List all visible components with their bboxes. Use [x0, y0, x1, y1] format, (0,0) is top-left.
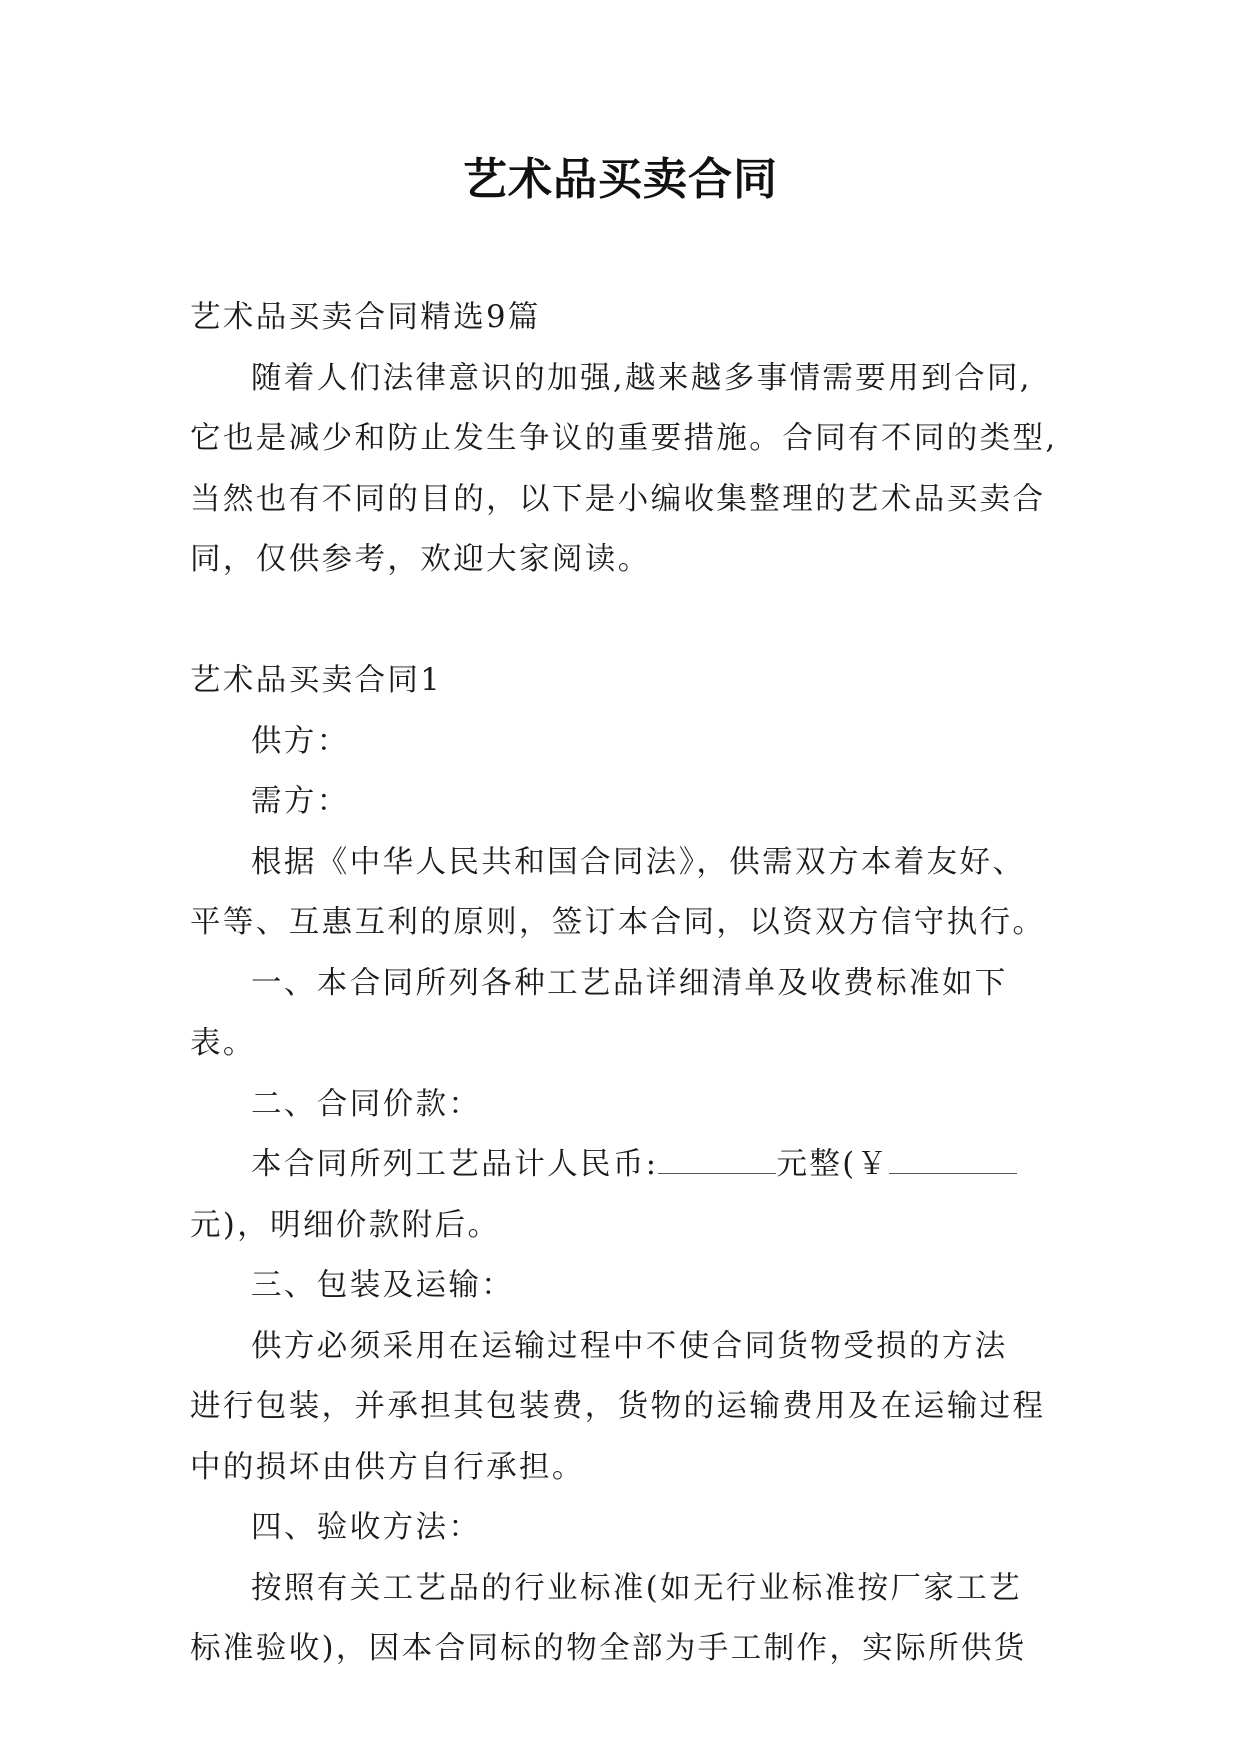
price-prefix: 本合同所列工艺品计人民币: [251, 1147, 659, 1182]
price-line [190, 1135, 1052, 1196]
clause-2-heading: 二、合同价款： [251, 1086, 482, 1122]
clause-3-line: 供方必须采用在运输过程中不使合同货物受损的方法 [251, 1328, 1008, 1364]
buyer-label: 需方： [251, 784, 350, 819]
price-mid: 元整(￥ [776, 1147, 890, 1182]
price-paragraph [190, 1135, 1052, 1256]
clause-3-line: 进行包装，并承担其包装费，货物的运输费用及在运输过程 [190, 1389, 1046, 1424]
clause-4-heading: 四、验收方法： [251, 1510, 482, 1545]
basis-paragraph [190, 833, 1052, 954]
amount-blank [658, 1147, 776, 1174]
clause-1: 一、本合同所列各种工艺品详细清单及收费标准如下表。 [190, 965, 1008, 1061]
clause-4-paragraph [190, 1559, 1052, 1680]
intro-line: 同，仅供参考，欢迎大家阅读。 [190, 542, 651, 577]
clause-3-paragraph [190, 1317, 1052, 1499]
intro-line: 随着人们法律意识的加强,越来越多事情需要用到合同, [251, 360, 1032, 396]
intro-line: 当然也有不同的目的，以下是小编收集整理的艺术品买卖合 [190, 481, 1046, 517]
intro-line: 它也是减少和防止发生争议的重要措施。合同有不同的类型, [190, 421, 1058, 456]
clause-3-line: 中的损坏由供方自行承担。 [190, 1449, 585, 1485]
document-title: 艺术品买卖合同 [463, 154, 778, 205]
clause-4-line: 标准验收)，因本合同标的物全部为手工制作，实际所供货 [190, 1631, 1027, 1666]
subtitle: 艺术品买卖合同精选9篇 [190, 300, 541, 335]
basis-line: 根据《中华人民共和国合同法》，供需双方本着友好、 [251, 844, 1026, 880]
clause-4-line: 按照有关工艺品的行业标准(如无行业标准按厂家工艺 [251, 1570, 1022, 1606]
document-body [190, 288, 1058, 1680]
section-heading: 艺术品买卖合同1 [190, 663, 443, 698]
clause-3-heading: 三、包装及运输： [251, 1268, 515, 1303]
price-line-end: 元)，明细价款附后。 [190, 1207, 501, 1243]
basis-line: 平等、互惠互利的原则，签订本合同，以资双方信守执行。 [190, 905, 1046, 940]
amount-numeric-blank [889, 1147, 1017, 1174]
supplier-label: 供方： [251, 723, 350, 759]
intro-paragraph [190, 349, 1058, 591]
